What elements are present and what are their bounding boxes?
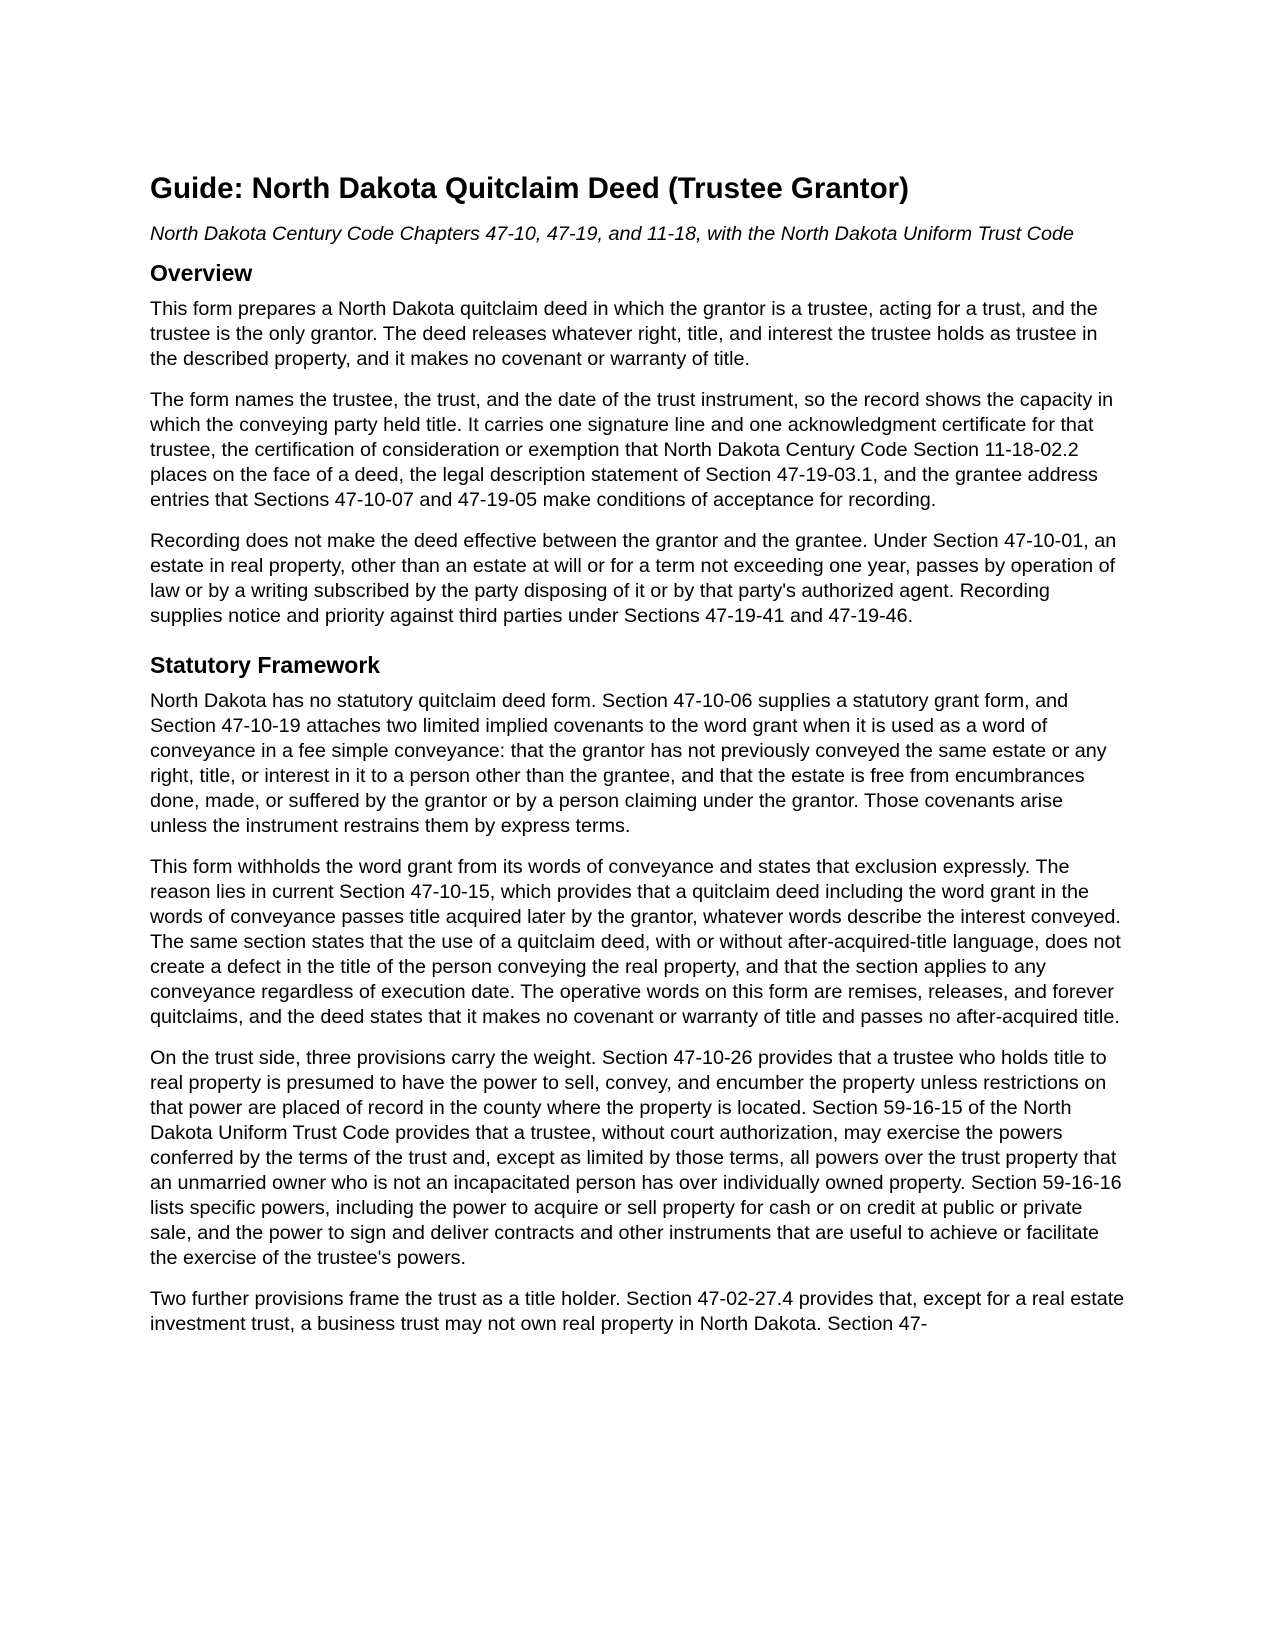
paragraph: This form withholds the word grant from its words of conveyance and states that exclusion expressly. The reason lies in current Section 47-10-15, which provides that a quitclaim deed including the word grant in the words of conveyance passes title acquired later by the grantor, whatever words describe the interest conveyed. The same section states that the use of a quitclaim deed, with or without after-acquired-title language, does not create a defect in the title of the person conveying the real property, and that the section applies to any conveyance regardless of execution date. The operative words on this form are remises, releases, and forever quitclaims, and the deed states that it makes no covenant or warranty of title and passes no after-acquired title. [150, 856, 1121, 1029]
section-heading: Overview [150, 260, 253, 287]
paragraph: Two further provisions frame the trust as a title holder. Section 47-02-27.4 provides that, except for a real estate investment trust, a business trust may not own real property in North Dakota. Section 47- [150, 1288, 1125, 1336]
document-page [150, 170, 1125, 1353]
section-statutory-framework [150, 651, 1125, 1337]
paragraph: This form prepares a North Dakota quitclaim deed in which the grantor is a trustee, acting for a trust, and the trustee is the only grantor. The deed releases whatever right, title, and interest the trustee holds as trustee in the described property, and it makes no covenant or warranty of title. [150, 298, 1098, 371]
paragraph: On the trust side, three provisions carry the weight. Section 47-10-26 provides that a trustee who holds title to real property is presumed to have the power to sell, convey, and encumber the property unless restrictions on that power are placed of record in the county where the property is located. Section 59-16-15 of the North Dakota Uniform Trust Code provides that a trustee, without court authorization, may exercise the powers conferred by the terms of the trust and, except as limited by those terms, all powers over the trust property that an unmarried owner who is not an incapacitated person has over individually owned property. Section 59-16-16 lists specific powers, including the power to acquire or sell property for cash or on credit at public or private sale, and the power to sign and deliver contracts and other instruments that are useful to achieve or facilitate the exercise of the trustee's powers. [150, 1047, 1122, 1270]
paragraph: The form names the trustee, the trust, and the date of the trust instrument, so the record shows the capacity in which the conveying party held title. It carries one signature line and one acknowledgment certificate for that trustee, the certification of consideration or exemption that North Dakota Century Code Section 11-18-02.2 places on the face of a deed, the legal description statement of Section 47-19-03.1, and the grantee address entries that Sections 47-10-07 and 47-19-05 make conditions of acceptance for recording. [150, 389, 1114, 512]
paragraph: North Dakota has no statutory quitclaim deed form. Section 47-10-06 supplies a statutory grant form, and Section 47-10-19 attaches two limited implied covenants to the word grant when it is used as a word of conveyance in a fee simple conveyance: that the grantor has not previously conveyed the same estate or any right, title, or interest in it to a person other than the grantee, and that the estate is free from encumbrances done, made, or suffered by the grantor or by a person claiming under the grantor. Those covenants arise unless the instrument restrains them by express terms. [150, 690, 1107, 838]
paragraph: Recording does not make the deed effective between the grantor and the grantee. Under Section 47-10-01, an estate in real property, other than an estate at will or for a term not exceeding one year, passes by operation of law or by a writing subscribed by the party disposing of it or by that party's authorized agent. Recording supplies notice and priority against third parties under Sections 47-19-41 and 47-19-46. [150, 530, 1117, 628]
section-heading: Statutory Framework [150, 652, 381, 679]
document-title: Guide: North Dakota Quitclaim Deed (Trustee Grantor) [150, 172, 909, 205]
section-overview [150, 259, 1125, 629]
document-subtitle: North Dakota Century Code Chapters 47-10, 47-19, and 11-18, with the North Dakota Uniform Trust Code [150, 223, 1074, 246]
